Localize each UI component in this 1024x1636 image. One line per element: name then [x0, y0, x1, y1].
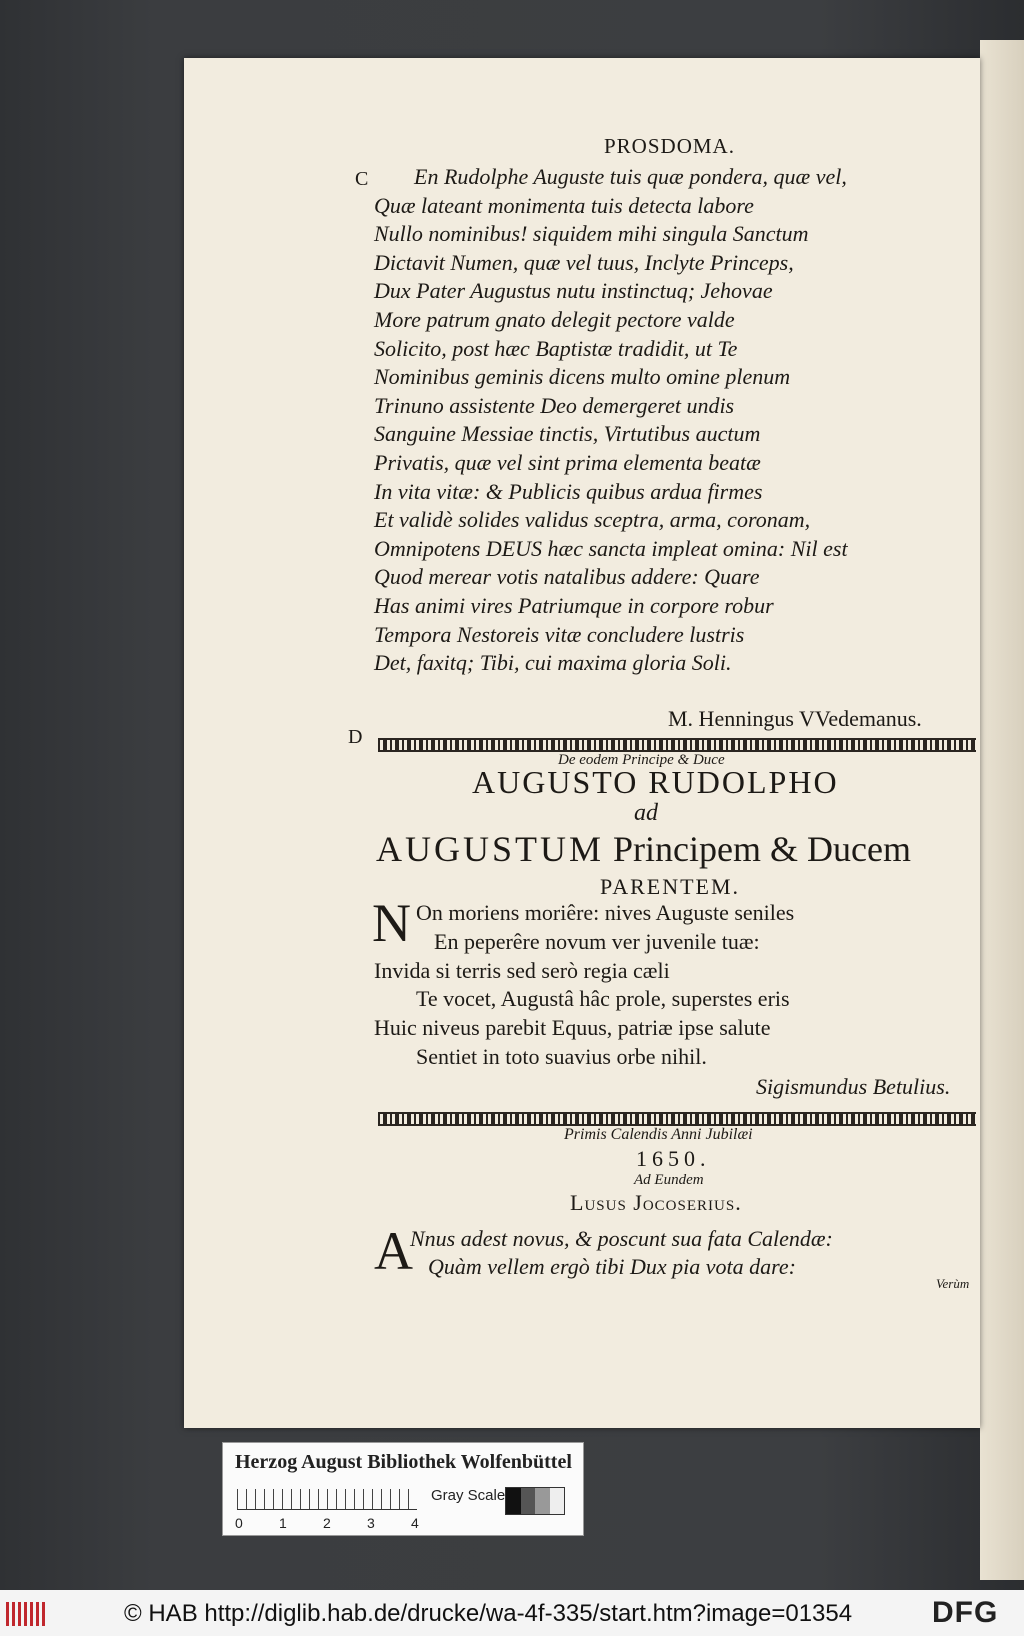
- year-1650: 1650.: [636, 1146, 711, 1171]
- ruler-number: 4: [411, 1515, 419, 1531]
- verse-line: Solicito, post hæc Baptistæ tradidit, ut Te: [374, 335, 738, 361]
- title-augustum: AUGUSTUM: [376, 829, 605, 869]
- next-page-edge: [980, 40, 1024, 1580]
- title-parentem: PARENTEM.: [600, 874, 741, 899]
- verse-line: Huic niveus parebit Equus, patriæ ipse salute: [374, 1015, 771, 1041]
- verse-line: Sentiet in toto suavius orbe nihil.: [416, 1044, 707, 1069]
- verse-line: Sanguine Messiae tinctis, Virtutibus auctum: [374, 421, 761, 447]
- author-wedemanus: M. Henningus VVedemanus.: [668, 706, 922, 731]
- measure-ruler: [237, 1489, 417, 1510]
- verse-line: En peperêre novum ver juvenile tuæ:: [434, 928, 760, 954]
- ruler-number: 1: [279, 1515, 287, 1531]
- title-ad: ad: [634, 800, 658, 826]
- dropcap-n: N: [372, 893, 411, 953]
- ruler-number: 0: [235, 1515, 243, 1531]
- verse-line: In vita vitæ: & Publicis quibus ardua firmes: [374, 478, 763, 504]
- verse-line: On moriens moriêre: nives Auguste seniles: [416, 900, 795, 925]
- page-header: PROSDOMA.: [604, 134, 735, 158]
- hab-logo-icon: [6, 1602, 46, 1626]
- library-name: Herzog August Bibliothek Wolfenbüttel: [235, 1451, 572, 1473]
- verse-line: Tempora Nestoreis vitæ concludere lustris: [374, 621, 745, 647]
- author-betulius: Sigismundus Betulius.: [756, 1074, 951, 1099]
- ruler-number: 3: [367, 1515, 375, 1531]
- book-page: [184, 58, 980, 1428]
- verse-line: Has animi vires Patriumque in corpore robur: [374, 593, 774, 618]
- verse-line: Trinuno assistente Deo demergeret undis: [374, 392, 735, 418]
- subtitle-de-eodem: De eodem Principe & Duce: [558, 752, 725, 768]
- verse-line: Det, faxitq; Tibi, cui maxima gloria Soli.: [374, 650, 732, 676]
- margin-letter-d: D: [348, 726, 363, 748]
- ruler-number: 2: [323, 1515, 331, 1531]
- verse-line: Quod merear votis natalibus addere: Quare: [374, 564, 760, 590]
- ornament-rule-2: [378, 1112, 976, 1126]
- verse-line: Nullo nominibus! siquidem mihi singula Sanctum: [374, 221, 809, 247]
- footer-url[interactable]: © HAB http://diglib.hab.de/drucke/wa-4f-335/start.htm?image=01354: [124, 1600, 853, 1627]
- verse-line: Invida si terris sed serò regia cæli: [374, 957, 670, 983]
- library-label: [222, 1442, 584, 1536]
- verse-line: Privatis, quæ vel sint prima elementa beatæ: [374, 450, 761, 475]
- verse-line: Te vocet, Augustâ hâc prole, superstes eris: [416, 986, 790, 1012]
- grayscale-label: Gray Scale: [431, 1487, 506, 1504]
- subtitle-ad-eundem: Ad Eundem: [634, 1172, 704, 1188]
- verse-line: Dictavit Numen, quæ vel tuus, Inclyte Princeps,: [374, 249, 794, 275]
- catchword: Verùm: [936, 1276, 970, 1291]
- margin-letter-c: C: [355, 168, 369, 190]
- subtitle-primis-calendis: Primis Calendis Anni Jubilæi: [564, 1126, 753, 1143]
- verse-line: Et validè solides validus sceptra, arma, coronam,: [374, 507, 811, 533]
- footer-bar: [0, 1590, 1024, 1636]
- grayscale-swatch: [505, 1487, 565, 1515]
- title-augusto-rudolpho: AUGUSTO RUDOLPHO: [472, 764, 839, 800]
- verse-line: En Rudolphe Auguste tuis quæ pondera, quæ vel,: [414, 164, 847, 189]
- title-lusus-jocoserius: Lusus Jocoserius.: [570, 1190, 742, 1215]
- title-principem-ducem: Principem & Ducem: [613, 829, 911, 869]
- dropcap-a: A: [374, 1221, 413, 1281]
- verse-line: Dux Pater Augustus nutu instinctuq; Jehovae: [374, 278, 773, 304]
- verse-line: Quæ lateant monimenta tuis detecta labore: [374, 192, 754, 218]
- verse-line: More patrum gnato delegit pectore valde: [374, 307, 735, 332]
- verse-line: Nnus adest novus, & poscunt sua fata Calendæ:: [410, 1226, 833, 1251]
- dfg-logo: DFG: [932, 1596, 999, 1629]
- verse-line: Nominibus geminis dicens multo omine plenum: [374, 364, 791, 390]
- title-augustum-line: [376, 828, 911, 870]
- ornament-rule: [378, 738, 976, 752]
- verse-line: Quàm vellem ergò tibi Dux pia vota dare:: [428, 1254, 797, 1279]
- verse-line: Omnipotens DEUS hæc sancta impleat omina: Nil est: [374, 535, 848, 561]
